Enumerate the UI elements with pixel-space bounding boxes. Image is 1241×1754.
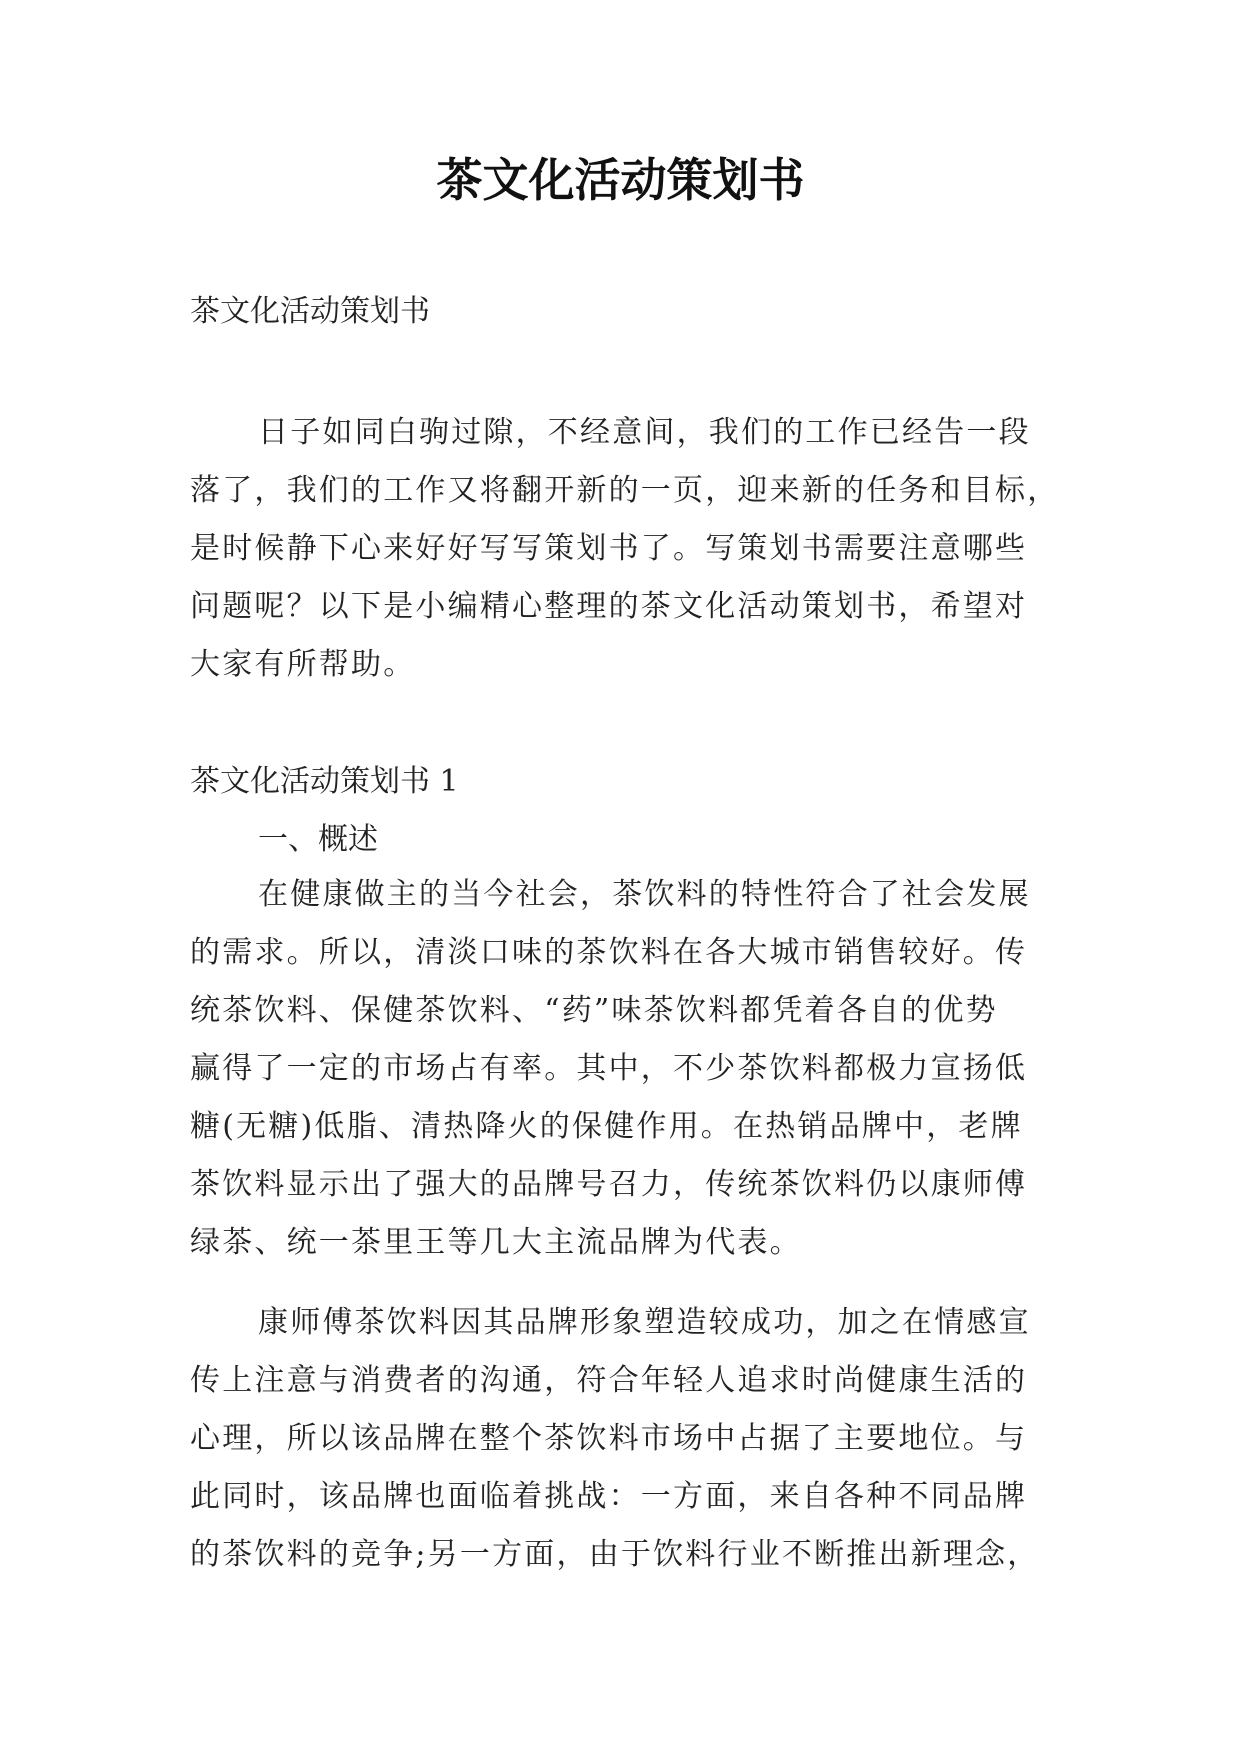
paragraph-line: 康师傅茶饮料因其品牌形象塑造较成功，加之在情感宣 (258, 1305, 1031, 1340)
paragraph-line: 心理，所以该品牌在整个茶饮料市场中占据了主要地位。与 (190, 1421, 1028, 1456)
paragraph-line: 的茶饮料的竞争;另一方面，由于饮料行业不断推出新理念， (190, 1537, 1040, 1572)
paragraph-line: 绿茶、统一茶里王等几大主流品牌为代表。 (190, 1225, 802, 1260)
intro-line: 是时候静下心来好好写写策划书了。写策划书需要注意哪些 (190, 531, 1028, 566)
intro-line: 问题呢？以下是小编精心整理的茶文化活动策划书，希望对 (190, 589, 1028, 624)
paragraph-line: 糖(无糖)低脂、清热降火的保健作用。在热销品牌中，老牌 (190, 1109, 1023, 1144)
section-heading: 茶文化活动策划书 1 (190, 764, 459, 799)
overview-paragraph-2 (190, 1294, 1060, 1584)
overview-paragraph-1 (190, 866, 1060, 1272)
paragraph-line: 赢得了一定的市场占有率。其中，不少茶饮料都极力宣扬低 (190, 1051, 1028, 1086)
intro-paragraph (190, 404, 1060, 694)
document-subtitle: 茶文化活动策划书 (190, 294, 430, 329)
paragraph-line: 统茶饮料、保健茶饮料、“药”味茶饮料都凭着各自的优势 (190, 993, 998, 1028)
subsection-heading: 一、概述 (258, 822, 378, 857)
intro-line: 落了，我们的工作又将翻开新的一页，迎来新的任务和目标， (190, 473, 1060, 508)
paragraph-line: 传上注意与消费者的沟通，符合年轻人追求时尚健康生活的 (190, 1363, 1028, 1398)
paragraph-line: 在健康做主的当今社会，茶饮料的特性符合了社会发展 (258, 877, 1031, 912)
intro-line: 大家有所帮助。 (190, 647, 416, 682)
paragraph-line: 的需求。所以，清淡口味的茶饮料在各大城市销售较好。传 (190, 935, 1028, 970)
document-title: 茶文化活动策划书 (436, 153, 805, 207)
intro-line: 日子如同白驹过隙，不经意间，我们的工作已经告一段 (258, 415, 1031, 450)
paragraph-line: 此同时，该品牌也面临着挑战：一方面，来自各种不同品牌 (190, 1479, 1028, 1514)
paragraph-line: 茶饮料显示出了强大的品牌号召力，传统茶饮料仍以康师傅 (190, 1167, 1028, 1202)
